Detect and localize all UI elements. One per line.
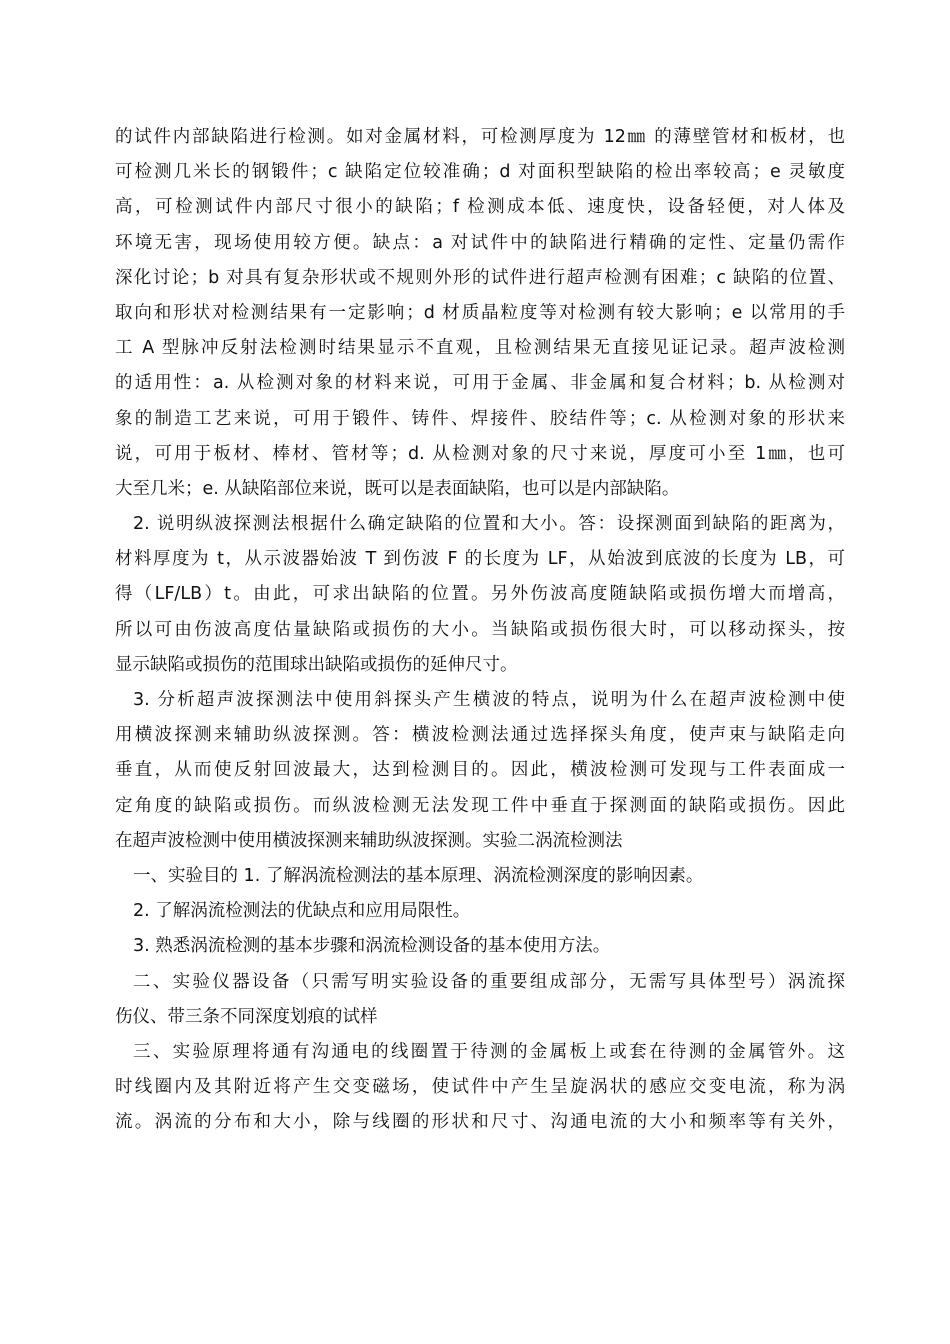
text-line: 象的制造工艺来说，可用于锻件、铸件、焊接件、胶结件等；c. 从检测对象的形状来 <box>115 408 845 429</box>
document-body <box>115 120 845 1140</box>
text-line: 定角度的缺陷或损伤。而纵波检测无法发现工件中垂直于探测面的缺陷或损伤。因此 <box>115 795 845 816</box>
text-line: 大至几米；e. 从缺陷部位来说，既可以是表面缺陷，也可以是内部缺陷。 <box>115 478 680 499</box>
section-1-item-3: 3. 熟悉涡流检测的基本步骤和涡流检测设备的基本使用方法。 <box>133 936 611 957</box>
text-line: 可检测几米长的钢锻件；c 缺陷定位较准确；d 对面积型缺陷的检出率较高；e 灵敏度 <box>115 162 845 183</box>
text-line: 取向和形状对检测结果有一定影响；d 材质晶粒度等对检测有较大影响；e 以常用的手 <box>115 302 845 323</box>
text-line: 垂直，从而使反射回波最大，达到检测目的。因此，横波检测可发现与工件表面成一 <box>115 760 845 781</box>
text-line: 所以可由伤波高度估量缺陷或损伤的大小。当缺陷或损伤很大时，可以移动探头，按 <box>115 619 845 640</box>
text-line: 环境无害，现场使用较方便。缺点：a 对试件中的缺陷进行精确的定性、定量仍需作 <box>115 232 845 253</box>
text-line: 时线圈内及其附近将产生交变磁场，使试件中产生呈旋涡状的感应交变电流，称为涡 <box>115 1077 845 1098</box>
section-3-heading: 三、实验原理将通有沟通电的线圈置于待测的金属板上或套在待测的金属管外。这 <box>133 1041 845 1062</box>
section-2-heading: 二、实验仪器设备（只需写明实验设备的重要组成部分，无需写具体型号）涡流探 <box>133 971 845 992</box>
text-line: 说，可用于板材、棒材、管材等；d. 从检测对象的尺寸来说，厚度可小至 1㎜，也可 <box>115 443 845 464</box>
text-line: 工 A 型脉冲反射法检测时结果显示不直观，且检测结果无直接见证记录。超声波检测 <box>115 338 845 359</box>
text-line: 的适用性：a. 从检测对象的材料来说，可用于金属、非金属和复合材料；b. 从检测对 <box>115 373 845 394</box>
text-line: 在超声波检测中使用横波探测来辅助纵波探测。实验二涡流检测法 <box>115 830 623 851</box>
text-line: 高，可检测试件内部尺寸很小的缺陷；f 检测成本低、速度快，设备轻便，对人体及 <box>115 197 845 218</box>
text-line: 的试件内部缺陷进行检测。如对金属材料，可检测厚度为 12㎜ 的薄壁管材和板材，也 <box>115 127 845 147</box>
paragraph-3-start: 3. 分析超声波探测法中使用斜探头产生横波的特点，说明为什么在超声波检测中使 <box>133 690 845 710</box>
section-1-heading: 一、实验目的 1. 了解涡流检测法的基本原理、涡流检测深度的影响因素。 <box>133 865 704 886</box>
text-line: 用横波探测来辅助纵波探测。答：横波检测法通过选择探头角度，使声束与缺陷走向 <box>115 725 845 746</box>
text-line: 深化讨论；b 对具有复杂形状或不规则外形的试件进行超声检测有困难；c 缺陷的位置、 <box>115 267 845 288</box>
paragraph-2-start: 2. 说明纵波探测法根据什么确定缺陷的位置和大小。答：设探测面到缺陷的距离为， <box>133 514 845 535</box>
text-line: 流。涡流的分布和大小，除与线圈的形状和尺寸、沟通电流的大小和频率等有关外， <box>115 1112 845 1133</box>
text-line: 材料厚度为 t，从示波器始波 T 到伤波 F 的长度为 LF，从始波到底波的长度为 LB，可 <box>115 549 846 570</box>
text-line: 得（LF/LB）t。由此，可求出缺陷的位置。另外伤波高度随缺陷或损伤增大而增高， <box>115 584 845 605</box>
section-1-item-2: 2. 了解涡流检测法的优缺点和应用局限性。 <box>133 901 471 922</box>
text-line: 显示缺陷或损伤的范围球出缺陷或损伤的延伸尺寸。 <box>115 654 518 675</box>
text-line: 伤仪、带三条不同深度划痕的试样 <box>115 1006 378 1027</box>
